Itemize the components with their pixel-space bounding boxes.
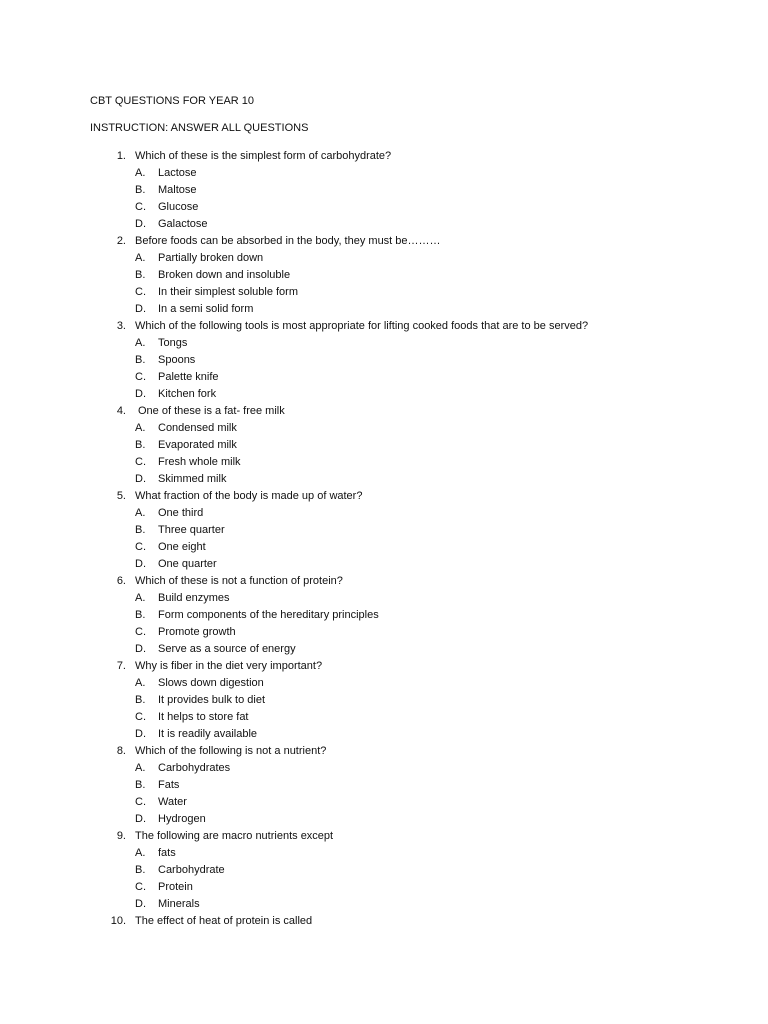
question-row — [0, 573, 768, 590]
option-letter: C. — [135, 541, 146, 553]
option-text: Protein — [158, 881, 193, 893]
option-list — [0, 760, 768, 828]
question-row — [0, 318, 768, 335]
question-row — [0, 743, 768, 760]
option-letter: C. — [135, 711, 146, 723]
option-list — [0, 420, 768, 488]
option-letter: D. — [135, 218, 146, 230]
question-number: 2. — [116, 235, 126, 247]
option-letter: C. — [135, 286, 146, 298]
option-letter: B. — [135, 184, 146, 196]
option-letter: B. — [135, 609, 146, 621]
option-letter: B. — [135, 864, 146, 876]
option-letter: D. — [135, 558, 146, 570]
option-text: Tongs — [158, 337, 188, 349]
option-letter: D. — [135, 813, 146, 825]
question-item — [0, 318, 768, 403]
option-text: Palette knife — [158, 371, 219, 383]
option-list — [0, 335, 768, 403]
option-letter: B. — [135, 694, 146, 706]
question-number: 6. — [116, 575, 126, 587]
option-text: Slows down digestion — [158, 677, 264, 689]
answer-option — [0, 182, 768, 199]
option-letter: C. — [135, 456, 146, 468]
answer-option — [0, 726, 768, 743]
answer-option — [0, 216, 768, 233]
question-item — [0, 913, 768, 930]
question-number: 8. — [116, 745, 126, 757]
question-row — [0, 913, 768, 930]
option-letter: B. — [135, 524, 146, 536]
question-item — [0, 233, 768, 318]
answer-option — [0, 352, 768, 369]
option-letter: B. — [135, 354, 146, 366]
answer-option — [0, 675, 768, 692]
option-text: It helps to store fat — [158, 711, 249, 723]
option-text: One eight — [158, 541, 206, 553]
answer-option — [0, 794, 768, 811]
option-text: Form components of the hereditary principles — [158, 609, 379, 621]
answer-option — [0, 556, 768, 573]
option-letter: C. — [135, 626, 146, 638]
answer-option — [0, 539, 768, 556]
question-number: 9. — [116, 830, 126, 842]
question-number: 3. — [116, 320, 126, 332]
option-letter: B. — [135, 439, 146, 451]
question-number: 1. — [116, 150, 126, 162]
option-text: Glucose — [158, 201, 199, 213]
answer-option — [0, 624, 768, 641]
option-text: Fresh whole milk — [158, 456, 241, 468]
option-list — [0, 675, 768, 743]
option-text: Build enzymes — [158, 592, 230, 604]
option-letter: D. — [135, 388, 146, 400]
option-text: In a semi solid form — [158, 303, 254, 315]
question-item — [0, 828, 768, 913]
option-text: It is readily available — [158, 728, 258, 740]
option-letter: C. — [135, 201, 146, 213]
option-text: Carbohydrates — [158, 762, 231, 774]
answer-option — [0, 301, 768, 318]
question-text: The effect of heat of protein is called — [135, 915, 313, 927]
answer-option — [0, 607, 768, 624]
option-letter: B. — [135, 269, 146, 281]
option-letter: A. — [135, 847, 146, 859]
option-text: Minerals — [158, 898, 200, 910]
answer-option — [0, 386, 768, 403]
answer-option — [0, 590, 768, 607]
answer-option — [0, 777, 768, 794]
option-list — [0, 505, 768, 573]
option-letter: A. — [135, 422, 146, 434]
option-text: Galactose — [158, 218, 208, 230]
option-letter: A. — [135, 167, 146, 179]
question-item — [0, 488, 768, 573]
option-letter: D. — [135, 898, 146, 910]
answer-option — [0, 709, 768, 726]
question-item — [0, 403, 768, 488]
question-text: Why is fiber in the diet very important? — [135, 660, 323, 672]
question-text: Which of these is not a function of protein? — [135, 575, 343, 587]
answer-option — [0, 471, 768, 488]
question-text: One of these is a fat- free milk — [138, 405, 285, 417]
option-text: Lactose — [158, 167, 197, 179]
question-text: Which of these is the simplest form of carbohydrate? — [135, 150, 392, 162]
answer-option — [0, 454, 768, 471]
answer-option — [0, 522, 768, 539]
question-item — [0, 743, 768, 828]
option-letter: A. — [135, 337, 146, 349]
question-number: 4. — [116, 405, 126, 417]
option-letter: D. — [135, 473, 146, 485]
question-item — [0, 148, 768, 233]
question-text: Which of the following is not a nutrient? — [135, 745, 327, 757]
answer-option — [0, 692, 768, 709]
answer-option — [0, 165, 768, 182]
option-letter: C. — [135, 796, 146, 808]
answer-option — [0, 267, 768, 284]
option-letter: D. — [135, 728, 146, 740]
option-text: Fats — [158, 779, 180, 791]
option-letter: B. — [135, 779, 146, 791]
question-row — [0, 403, 768, 420]
question-number: 10. — [110, 915, 126, 927]
question-text: The following are macro nutrients except — [135, 830, 334, 842]
question-row — [0, 148, 768, 165]
option-text: Water — [158, 796, 187, 808]
answer-option — [0, 437, 768, 454]
question-row — [0, 828, 768, 845]
option-text: Promote growth — [158, 626, 236, 638]
option-text: Skimmed milk — [158, 473, 227, 485]
question-text: Which of the following tools is most appropriate for lifting cooked foods that are to be served? — [135, 320, 589, 332]
answer-option — [0, 760, 768, 777]
question-row — [0, 233, 768, 250]
answer-option — [0, 811, 768, 828]
option-list — [0, 165, 768, 233]
option-letter: D. — [135, 643, 146, 655]
option-text: Spoons — [158, 354, 196, 366]
option-text: Maltose — [158, 184, 197, 196]
option-letter: A. — [135, 592, 146, 604]
option-text: Hydrogen — [158, 813, 206, 825]
answer-option — [0, 250, 768, 267]
question-row — [0, 488, 768, 505]
answer-option — [0, 369, 768, 386]
answer-option — [0, 284, 768, 301]
option-letter: A. — [135, 507, 146, 519]
question-row — [0, 658, 768, 675]
answer-option — [0, 862, 768, 879]
option-text: Three quarter — [158, 524, 225, 536]
option-letter: D. — [135, 303, 146, 315]
question-text: What fraction of the body is made up of water? — [135, 490, 363, 502]
option-text: fats — [158, 847, 176, 859]
document-instruction: INSTRUCTION: ANSWER ALL QUESTIONS — [90, 122, 309, 134]
option-letter: C. — [135, 881, 146, 893]
option-text: One quarter — [158, 558, 217, 570]
question-text: Before foods can be absorbed in the body, they must be……… — [135, 235, 441, 247]
option-list — [0, 590, 768, 658]
option-letter: A. — [135, 252, 146, 264]
option-text: Kitchen fork — [158, 388, 217, 400]
question-number: 7. — [116, 660, 126, 672]
answer-option — [0, 420, 768, 437]
option-text: One third — [158, 507, 204, 519]
answer-option — [0, 335, 768, 352]
answer-option — [0, 199, 768, 216]
question-number: 5. — [116, 490, 126, 502]
option-list — [0, 250, 768, 318]
answer-option — [0, 641, 768, 658]
document-title: CBT QUESTIONS FOR YEAR 10 — [90, 95, 255, 107]
option-text: Partially broken down — [158, 252, 264, 264]
answer-option — [0, 505, 768, 522]
option-text: It provides bulk to diet — [158, 694, 266, 706]
option-letter: A. — [135, 762, 146, 774]
option-list — [0, 845, 768, 913]
option-text: In their simplest soluble form — [158, 286, 298, 298]
answer-option — [0, 879, 768, 896]
answer-option — [0, 845, 768, 862]
option-text: Broken down and insoluble — [158, 269, 291, 281]
answer-option — [0, 896, 768, 913]
option-text: Evaporated milk — [158, 439, 237, 451]
question-item — [0, 658, 768, 743]
option-text: Carbohydrate — [158, 864, 225, 876]
option-letter: A. — [135, 677, 146, 689]
question-item — [0, 573, 768, 658]
question-list — [0, 148, 768, 930]
option-letter: C. — [135, 371, 146, 383]
option-text: Serve as a source of energy — [158, 643, 296, 655]
option-text: Condensed milk — [158, 422, 237, 434]
